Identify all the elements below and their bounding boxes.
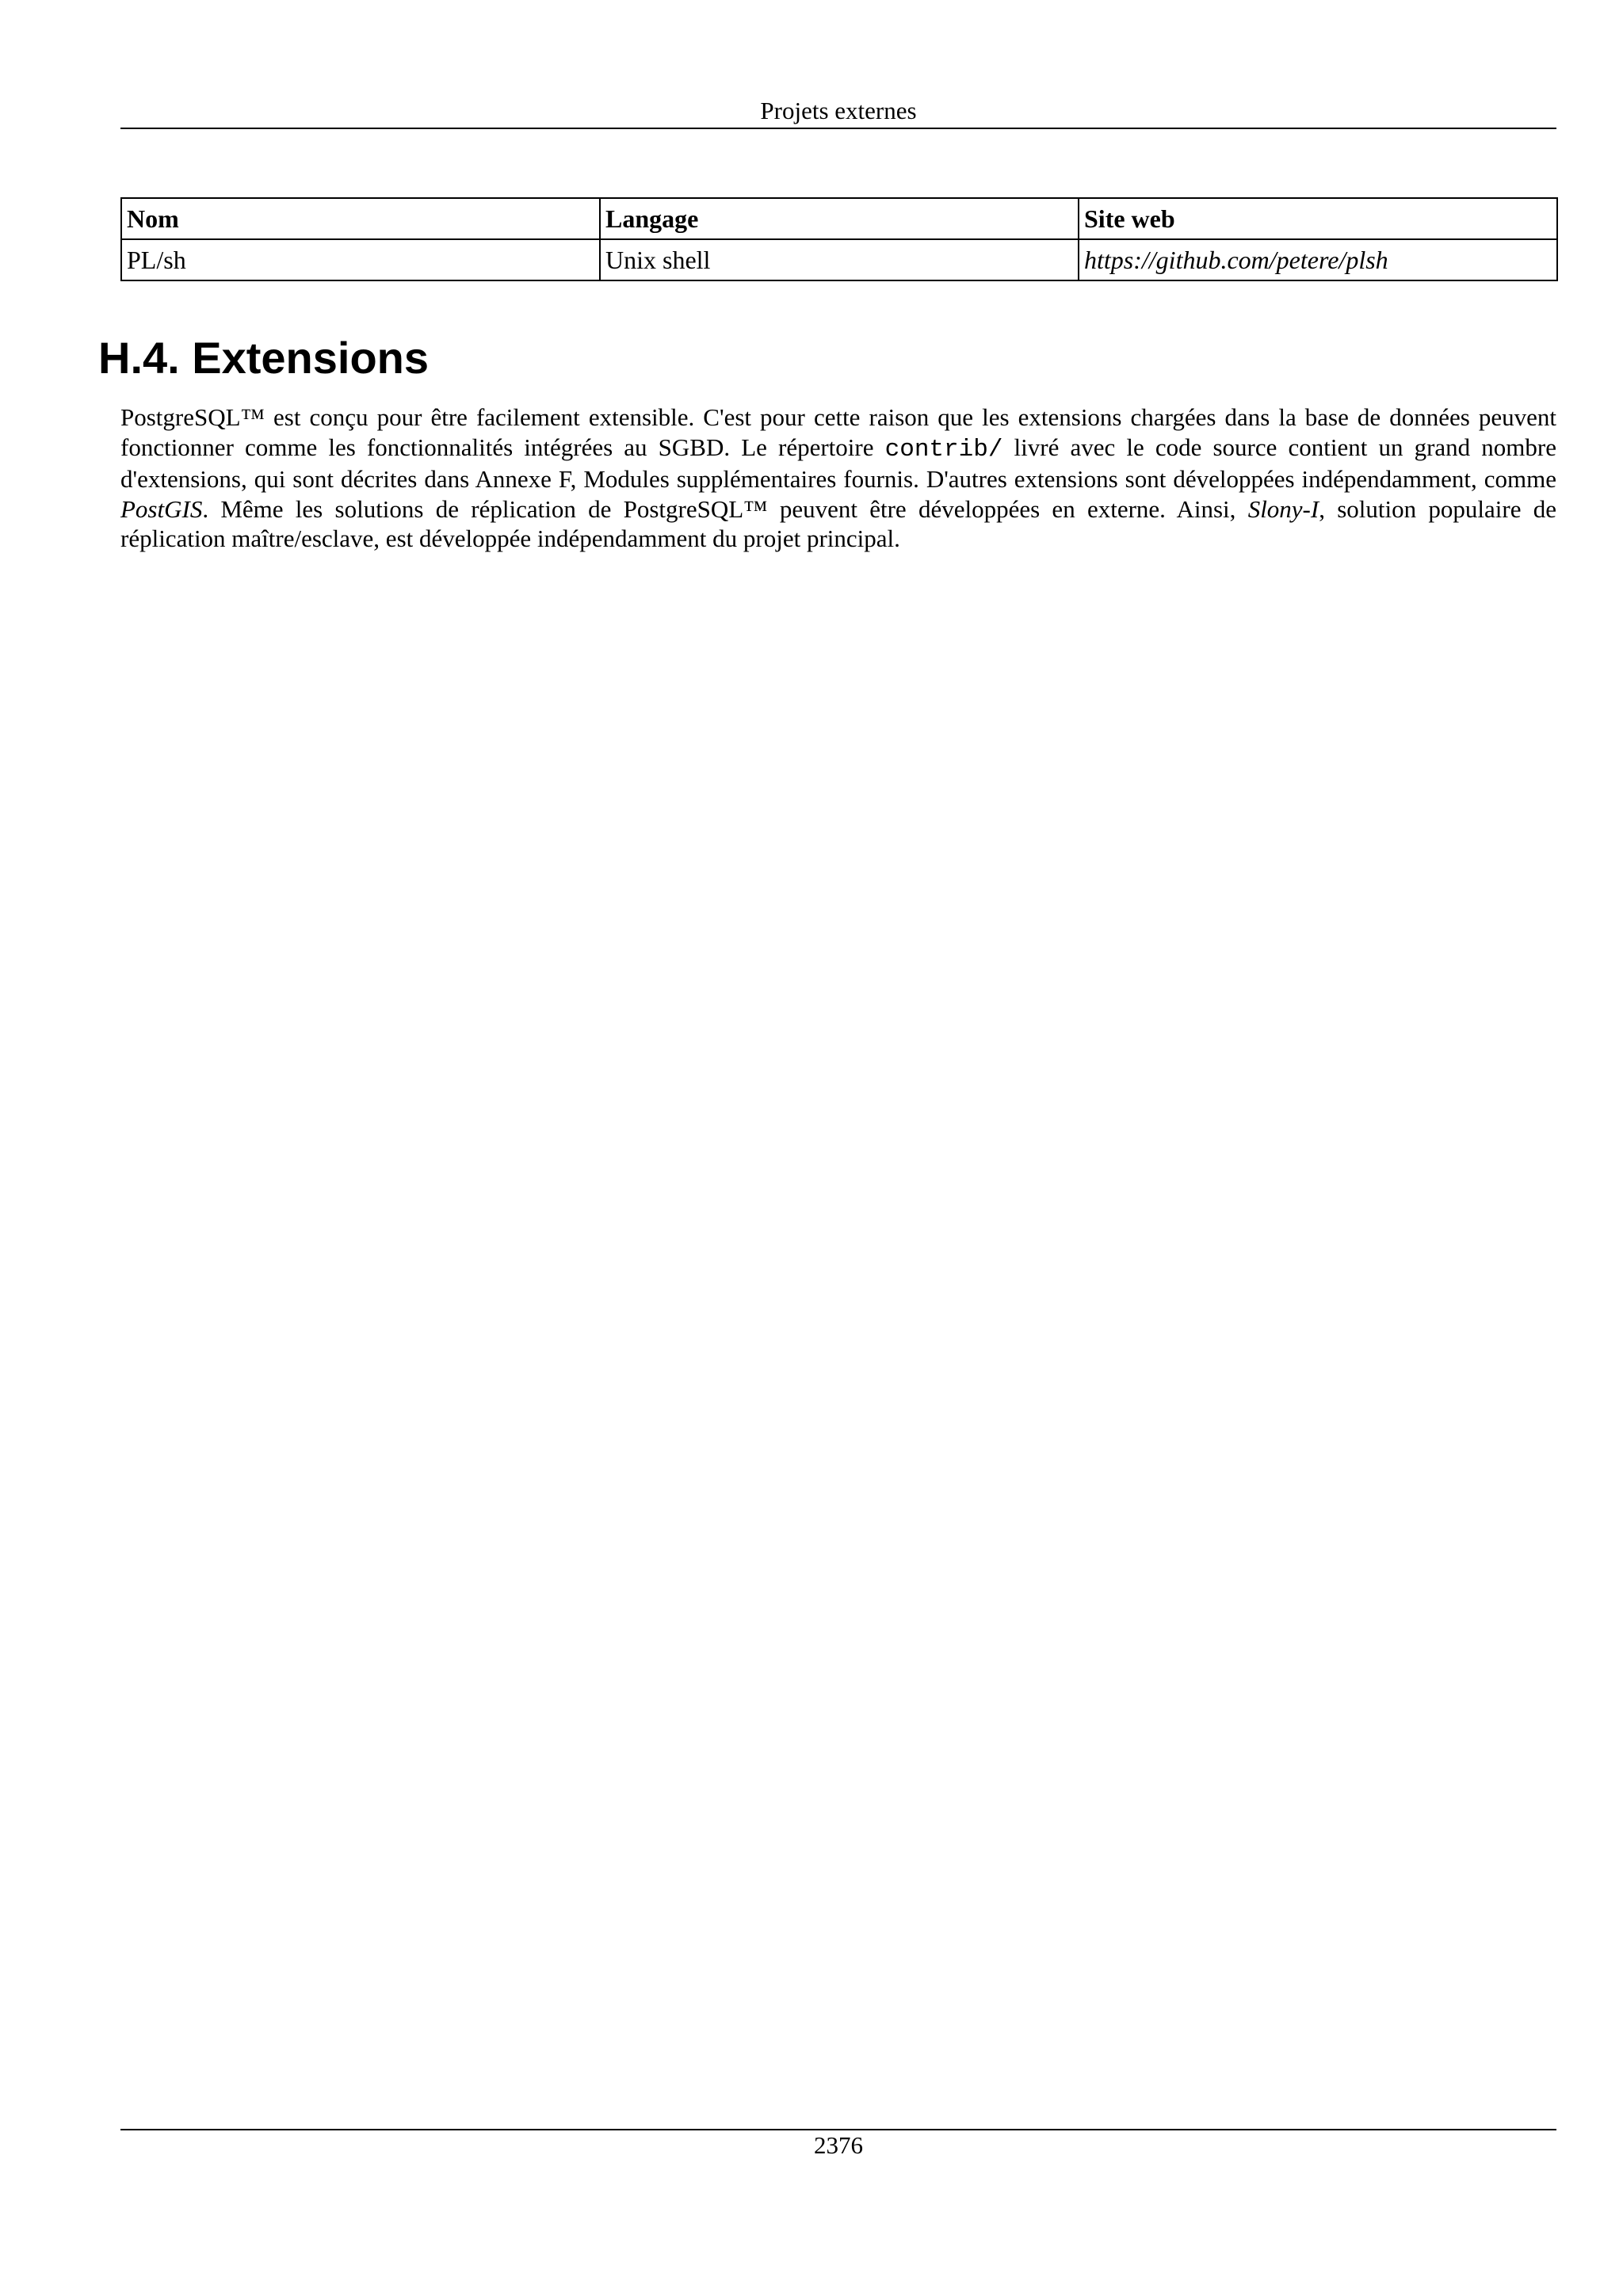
- column-header-name: Nom: [121, 198, 600, 239]
- page-number: 2376: [814, 2131, 863, 2159]
- cell-name: PL/sh: [121, 239, 600, 280]
- emphasis-slony: Slony-I: [1247, 494, 1319, 523]
- table-header-row: [121, 198, 1557, 239]
- column-header-language: Langage: [600, 198, 1079, 239]
- paragraph-text: . Même les solutions de réplication de PostgreSQL™ peuvent être développées en externe. Ainsi,: [202, 494, 1248, 523]
- code-contrib-path: contrib/: [884, 435, 1003, 463]
- cell-language: Unix shell: [600, 239, 1079, 280]
- header-rule: [120, 128, 1556, 129]
- section-title: H.4. Extensions: [98, 333, 430, 383]
- emphasis-postgis: PostGIS: [120, 494, 203, 523]
- column-header-website: Site web: [1079, 198, 1557, 239]
- paragraph-text: PostgreSQL™ est conçu pour être facilement extensible. C'est pour cette raison que les extensions chargées dans la base de données peuvent fonctionner comme les fonctionnalités intégrées au SGBD. Le répertoire: [120, 403, 1556, 461]
- external-projects-table: [120, 197, 1558, 281]
- running-header: Projets externes: [760, 97, 917, 124]
- section-paragraph: [120, 402, 1556, 554]
- table-row: [121, 239, 1557, 280]
- paragraph-text: livré avec le code source contient un grand nombre d'extensions, qui sont décrites dans Annexe F, Modules supplémentaires fournis. D'autres extensions sont développées indépendamment, comme: [120, 433, 1556, 494]
- paragraph-text: , solution populaire de réplication maître/esclave, est développée indépendamment du projet principal.: [120, 494, 1557, 553]
- cell-website-link[interactable]: https://github.com/petere/plsh: [1079, 239, 1557, 280]
